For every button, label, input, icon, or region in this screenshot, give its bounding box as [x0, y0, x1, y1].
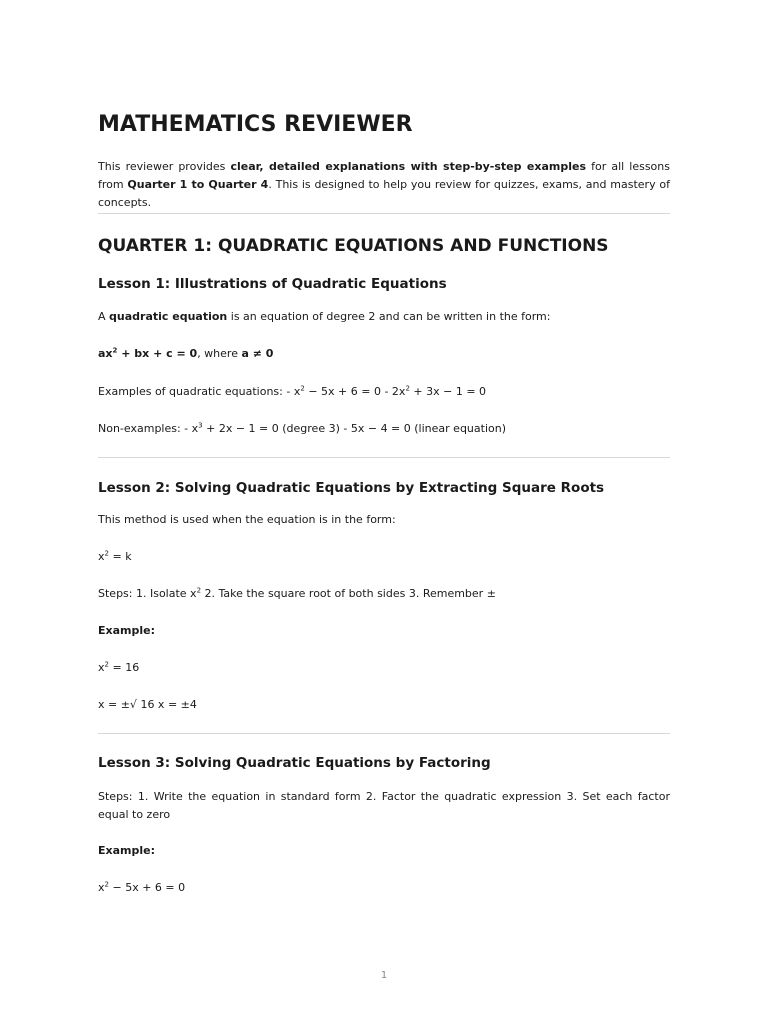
lesson2-steps: Steps: 1. Isolate $x^2$ 2. Take the square root of both sides 3. Remember ± [98, 586, 496, 600]
page-number: 1 [380, 970, 388, 981]
lesson1-non-examples: Non-examples: - $x^3 + 2x - 1 = 0$ (degree 3) - 5x − 4 = 0 (linear equation) [98, 421, 506, 435]
term-quadratic-equation: quadratic equation [109, 310, 228, 323]
lesson3-example-line-1: $x^2 - 5x + 6 = 0$ [98, 880, 186, 894]
lesson2-method: This method is used when the equation is in the form: [98, 513, 396, 526]
lesson3-example-label: Example: [98, 844, 155, 857]
lesson2-heading: Lesson 2: Solving Quadratic Equations by Extracting Square Roots [98, 480, 605, 496]
lesson1-definition: A quadratic equation is an equation of degree 2 and can be written in the form: [98, 310, 551, 323]
divider [98, 213, 670, 214]
lesson1-heading: Lesson 1: Illustrations of Quadratic Equations [98, 276, 447, 292]
lesson2-example-label: Example: [98, 624, 155, 637]
intro-bold-1: clear, detailed explanations with step-by-step examples [230, 160, 587, 173]
condition: a ≠ 0 [241, 347, 274, 360]
lesson1-examples: Examples of quadratic equations: - $x^2 - 5x + 6 = 0 - 2x^2 + 3x - 1 = 0$ [98, 384, 487, 398]
divider [98, 733, 670, 734]
lesson3-heading: Lesson 3: Solving Quadratic Equations by Factoring [98, 755, 491, 771]
intro-text-2: for all lessons from [98, 160, 670, 191]
intro-text-1: This reviewer provides [98, 160, 231, 173]
lesson2-form: $x^2 = k$ [98, 549, 132, 563]
quarter1-heading: QUARTER 1: QUADRATIC EQUATIONS AND FUNCTIONS [98, 236, 609, 256]
lesson2-example-line-2: x = ±√ 16 x = ±4 [98, 698, 197, 711]
divider [98, 457, 670, 458]
intro-text-3: . This is designed to help you review for quizzes, exams, and mastery of concepts. [98, 178, 670, 209]
intro-paragraph [98, 158, 670, 212]
document-title: MATHEMATICS REVIEWER [98, 112, 413, 137]
lesson1-standard-form: $ax^2$ + bx + c = 0, where a ≠ 0 [98, 346, 274, 360]
lesson3-steps: Steps: 1. Write the equation in standard form 2. Factor the quadratic expression 3. Set each factor equal to zero [98, 790, 670, 821]
intro-bold-2: Quarter 1 to Quarter 4 [127, 178, 269, 191]
lesson2-example-line-1: $x^2 = 16$ [98, 660, 140, 674]
